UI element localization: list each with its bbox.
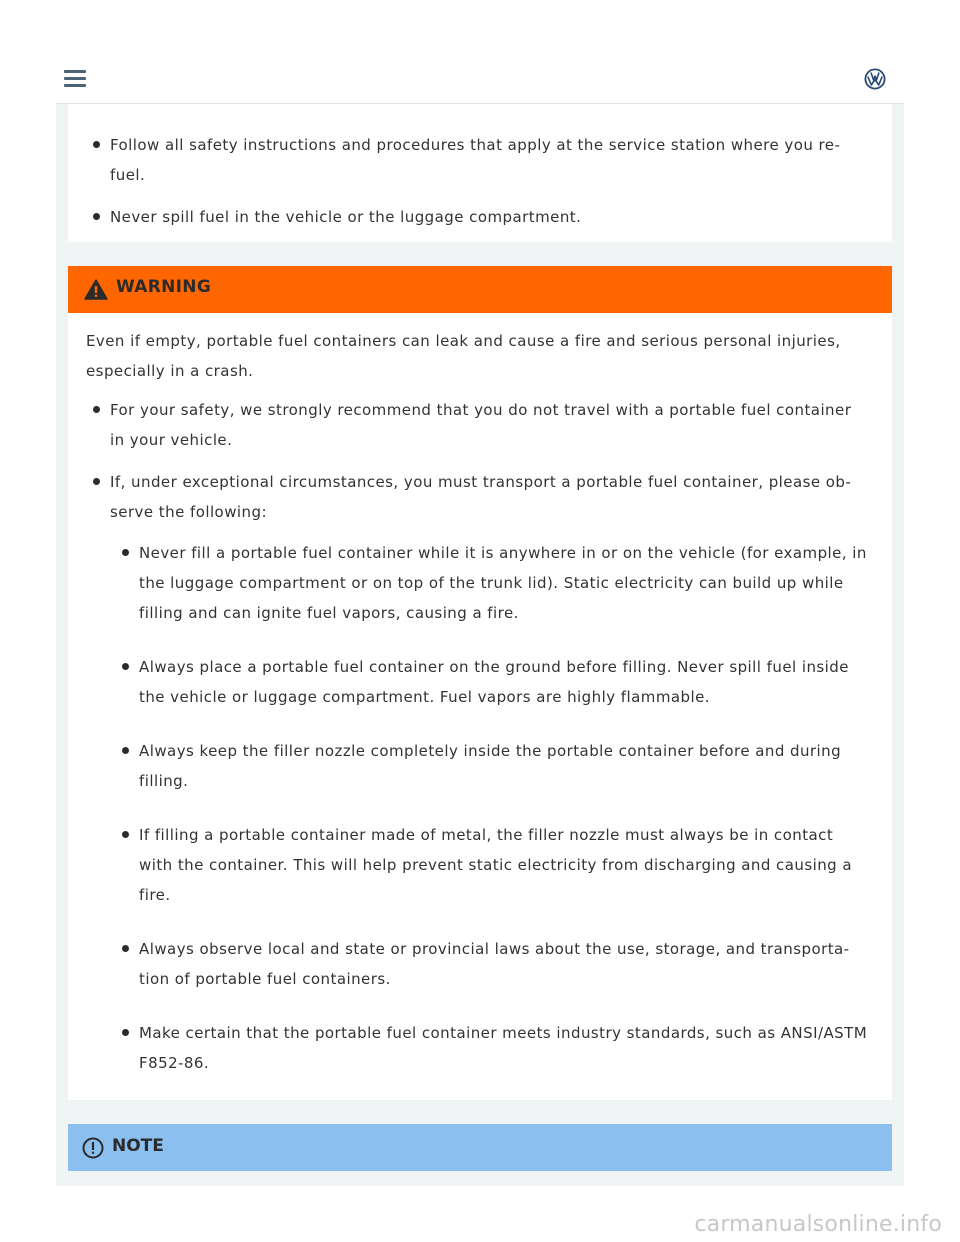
bullet-icon [122,747,129,754]
watermark: carmanualsonline.info [694,1212,942,1237]
bullet-icon [122,831,129,838]
sub-list-item: If filling a portable container made of metal, the filler nozzle must always be in contact with the container. This will help prevent static electricity from discharging and causing a fire. [139,820,869,910]
list-item: For your safety, we strongly recommend that you do not travel with a portable fuel container in your vehicle. [110,395,870,455]
note-title: NOTE [112,1136,164,1156]
sub-list-item: Make certain that the portable fuel container meets industry standards, such as ANSI/ASTM F852-86. [139,1018,869,1078]
sub-list-item: Always place a portable fuel container on the ground before filling. Never spill fuel inside the vehicle or luggage compartment. Fuel vapors are highly flammable. [139,652,869,712]
sub-list-item: Always keep the filler nozzle completely inside the portable container before and during filling. [139,736,869,796]
vw-logo-icon[interactable] [864,68,886,90]
bullet-icon [122,945,129,952]
sub-list-item: Never fill a portable fuel container while it is anywhere in or on the vehicle (for example, in the luggage compartment or on top of the trunk lid). Static electricity can build up while filling and can ignite fuel vapors, causing a fire. [139,538,869,628]
bullet-icon [93,478,100,485]
warning-triangle-icon [84,279,108,300]
bullet-icon [93,213,100,220]
warning-header [68,266,892,313]
sub-list-item: Always observe local and state or provincial laws about the use, storage, and transporta-tion of portable fuel containers. [139,934,869,994]
warning-intro: Even if empty, portable fuel containers can leak and cause a fire and serious personal injuries, especially in a crash. [86,332,841,380]
bullet-icon [93,406,100,413]
bullet-icon [122,549,129,556]
bullet-icon [122,1029,129,1036]
top-bar [56,56,904,104]
warning-title: WARNING [116,277,212,297]
info-circle-icon [82,1137,104,1159]
top-margin [0,0,960,56]
bullet-icon [93,141,100,148]
content-scroll-area[interactable] [68,0,892,1186]
list-item: Follow all safety instructions and procedures that apply at the service station where you re-fuel. [110,130,870,190]
list-item: Never spill fuel in the vehicle or the luggage compartment. [110,202,870,232]
warning-card [68,313,892,1100]
list-item: If, under exceptional circumstances, you must transport a portable fuel container, please ob-serve the following: [110,467,870,527]
note-header [68,1124,892,1171]
hamburger-menu-icon[interactable] [64,70,86,88]
bullet-icon [122,663,129,670]
